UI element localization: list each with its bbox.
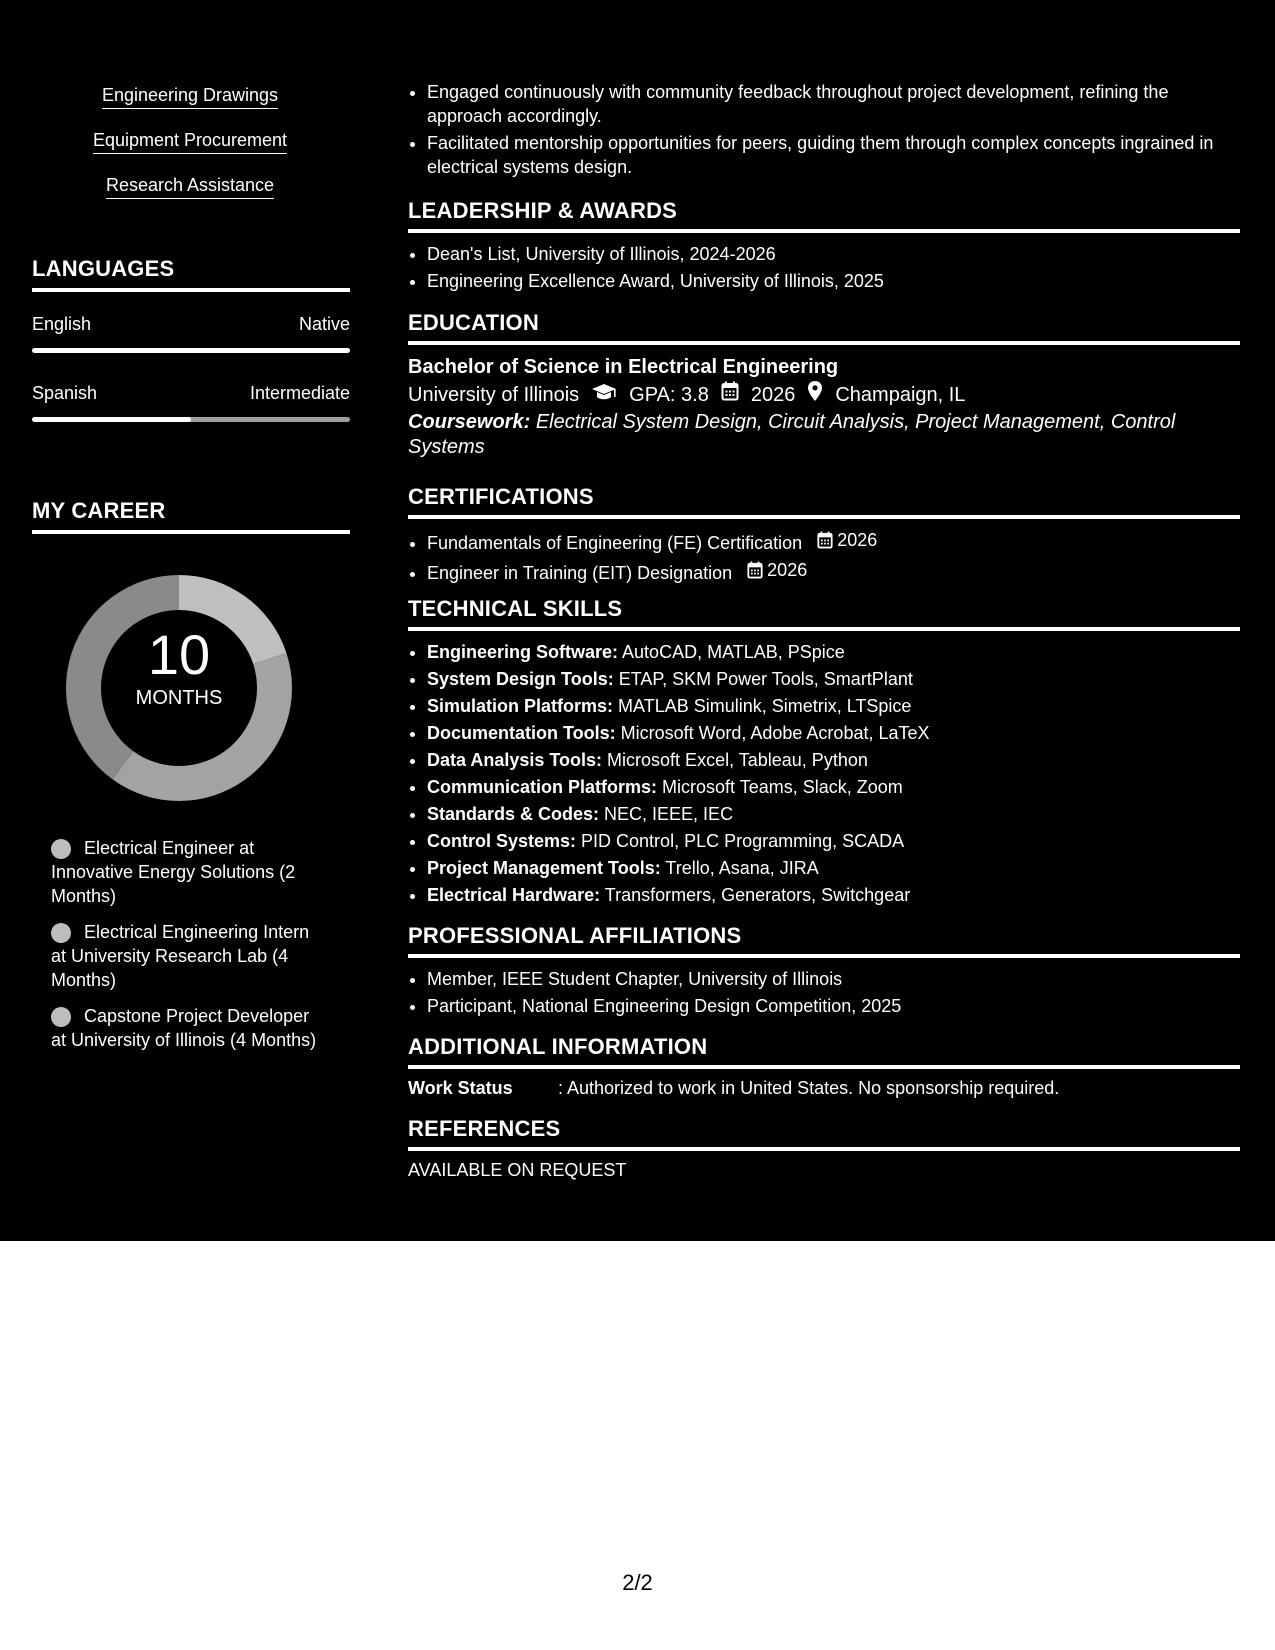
language-bar (32, 348, 350, 353)
education-section (408, 310, 1240, 460)
affiliation-item: • Participant, National Engineering Design Competition, 2025 (427, 994, 1240, 1018)
languages-heading: LANGUAGES (32, 256, 350, 292)
skill-values: ETAP, SKM Power Tools, SmartPlant (613, 669, 913, 689)
skill-values: Microsoft Word, Adobe Acrobat, LaTeX (615, 723, 930, 743)
intro-bullet: • Engaged continuously with community feedback throughout project development, refining the approach accordingly. (427, 80, 1240, 128)
skill-item (427, 748, 1240, 772)
calendar-icon (747, 561, 763, 579)
skill-values: Microsoft Teams, Slack, Zoom (657, 777, 903, 797)
career-heading: MY CAREER (32, 498, 350, 534)
skill-item (427, 883, 1240, 907)
career-dot-icon (51, 923, 71, 943)
affiliations-heading: PROFESSIONAL AFFILIATIONS (408, 923, 1240, 958)
certification-year: 2026 (837, 530, 878, 550)
certification-item (427, 558, 1240, 585)
skill-item (427, 721, 1240, 745)
skill-category: Standards & Codes: (427, 804, 600, 824)
coursework-label: Coursework: (408, 411, 531, 433)
language-name: Spanish (32, 383, 98, 403)
career-item-text: Electrical Engineering Intern at University Research Lab (4 Months) (51, 922, 310, 990)
affiliations-section (408, 923, 1240, 1021)
coursework (408, 410, 1240, 460)
degree-title: Bachelor of Science in Electrical Engineering (408, 356, 839, 378)
language-name: English (32, 314, 92, 334)
skill-link-engineering-drawings[interactable]: Engineering Drawings (102, 84, 278, 109)
work-status-label: Work Status (408, 1078, 513, 1098)
language-bar-fill (32, 348, 350, 353)
school-name: University of Illinois (408, 384, 580, 406)
skill-category: Documentation Tools: (427, 723, 616, 743)
skill-item (427, 856, 1240, 880)
career-dot-icon (51, 1007, 71, 1027)
skills-list (408, 640, 1240, 907)
skill-link-research-assistance[interactable]: Research Assistance (106, 174, 274, 199)
skill-category: System Design Tools: (427, 669, 614, 689)
leadership-section (408, 198, 1240, 296)
school-location: Champaign, IL (835, 384, 966, 406)
skill-category: Engineering Software: (427, 642, 619, 662)
skill-values: MATLAB Simulink, Simetrix, LTSpice (613, 696, 912, 716)
education-details (408, 380, 1240, 410)
career-item (51, 920, 326, 992)
skill-values: PID Control, PLC Programming, SCADA (576, 831, 905, 851)
skill-values: Microsoft Excel, Tableau, Python (602, 750, 868, 770)
leadership-heading: LEADERSHIP & AWARDS (408, 198, 1240, 233)
skill-values: Trello, Asana, JIRA (660, 858, 819, 878)
skill-category: Communication Platforms: (427, 777, 658, 797)
certification-name: Fundamentals of Engineering (FE) Certification (427, 533, 803, 553)
leadership-item: • Engineering Excellence Award, University of Illinois, 2025 (427, 269, 1240, 293)
skill-links (0, 84, 380, 219)
skill-category: Electrical Hardware: (427, 885, 601, 905)
certification-name: Engineer in Training (EIT) Designation (427, 563, 733, 583)
references-text: AVAILABLE ON REQUEST (408, 1160, 627, 1180)
career-total-months: 10 (147, 623, 211, 686)
skill-link-equipment-procurement[interactable]: Equipment Procurement (93, 129, 287, 154)
career-item-text: Capstone Project Developer at University of Illinois (4 Months) (51, 1006, 317, 1050)
main-content (408, 0, 1240, 1241)
graduation-year: 2026 (750, 384, 796, 406)
language-bar (32, 417, 350, 422)
skill-values: AutoCAD, MATLAB, PSpice (618, 642, 845, 662)
page-number: 2/2 (622, 1570, 653, 1595)
career-item-text: Electrical Engineer at Innovative Energy Solutions (2 Months) (51, 838, 296, 906)
skill-values: Transformers, Generators, Switchgear (600, 885, 911, 905)
sidebar (0, 0, 380, 1241)
skill-item (427, 802, 1240, 826)
language-level: Intermediate (249, 383, 350, 403)
skills-heading: TECHNICAL SKILLS (408, 596, 1240, 631)
additional-info-heading: ADDITIONAL INFORMATION (408, 1034, 1240, 1069)
location-pin-icon (807, 380, 823, 410)
skill-item (427, 667, 1240, 691)
work-status (408, 1078, 1240, 1099)
certification-year: 2026 (767, 560, 808, 580)
skill-category: Control Systems: (427, 831, 577, 851)
references-heading: REFERENCES (408, 1116, 1240, 1151)
calendar-icon (817, 531, 833, 549)
language-bar-fill (32, 417, 191, 422)
certifications-heading: CERTIFICATIONS (408, 484, 1240, 519)
leadership-item: • Dean's List, University of Illinois, 2024-2026 (427, 242, 1240, 266)
skill-item (427, 775, 1240, 799)
skill-category: Project Management Tools: (427, 858, 661, 878)
references-section (408, 1116, 1240, 1181)
career-item (51, 1004, 326, 1052)
career-total-unit: MONTHS (135, 687, 223, 709)
skill-item (427, 640, 1240, 664)
education-heading: EDUCATION (408, 310, 1240, 345)
calendar-icon (721, 381, 739, 409)
additional-info-section (408, 1034, 1240, 1099)
career-dot-icon (51, 839, 71, 859)
language-level: Native (298, 314, 350, 334)
intro-bullet: • Facilitated mentorship opportunities for peers, guiding them through complex concepts ingrained in electrical systems design. (427, 131, 1240, 179)
skill-item (427, 694, 1240, 718)
certification-item (427, 528, 1240, 555)
skill-category: Simulation Platforms: (427, 696, 614, 716)
certifications-section (408, 484, 1240, 588)
work-status-value: : Authorized to work in United States. No sponsorship required. (558, 1078, 1060, 1098)
skill-item (427, 829, 1240, 853)
skill-values: NEC, IEEE, IEC (599, 804, 734, 824)
affiliation-item: • Member, IEEE Student Chapter, University of Illinois (427, 967, 1240, 991)
coursework-text: Electrical System Design, Circuit Analysis, Project Management, Control Systems (408, 411, 1176, 458)
skill-category: Data Analysis Tools: (427, 750, 603, 770)
intro-section (408, 80, 1240, 182)
graduation-cap-icon (591, 381, 617, 409)
skills-section (408, 596, 1240, 910)
gpa: GPA: 3.8 (629, 384, 709, 406)
career-item (51, 836, 326, 908)
career-list (51, 836, 326, 1064)
career-donut-chart (66, 575, 292, 801)
